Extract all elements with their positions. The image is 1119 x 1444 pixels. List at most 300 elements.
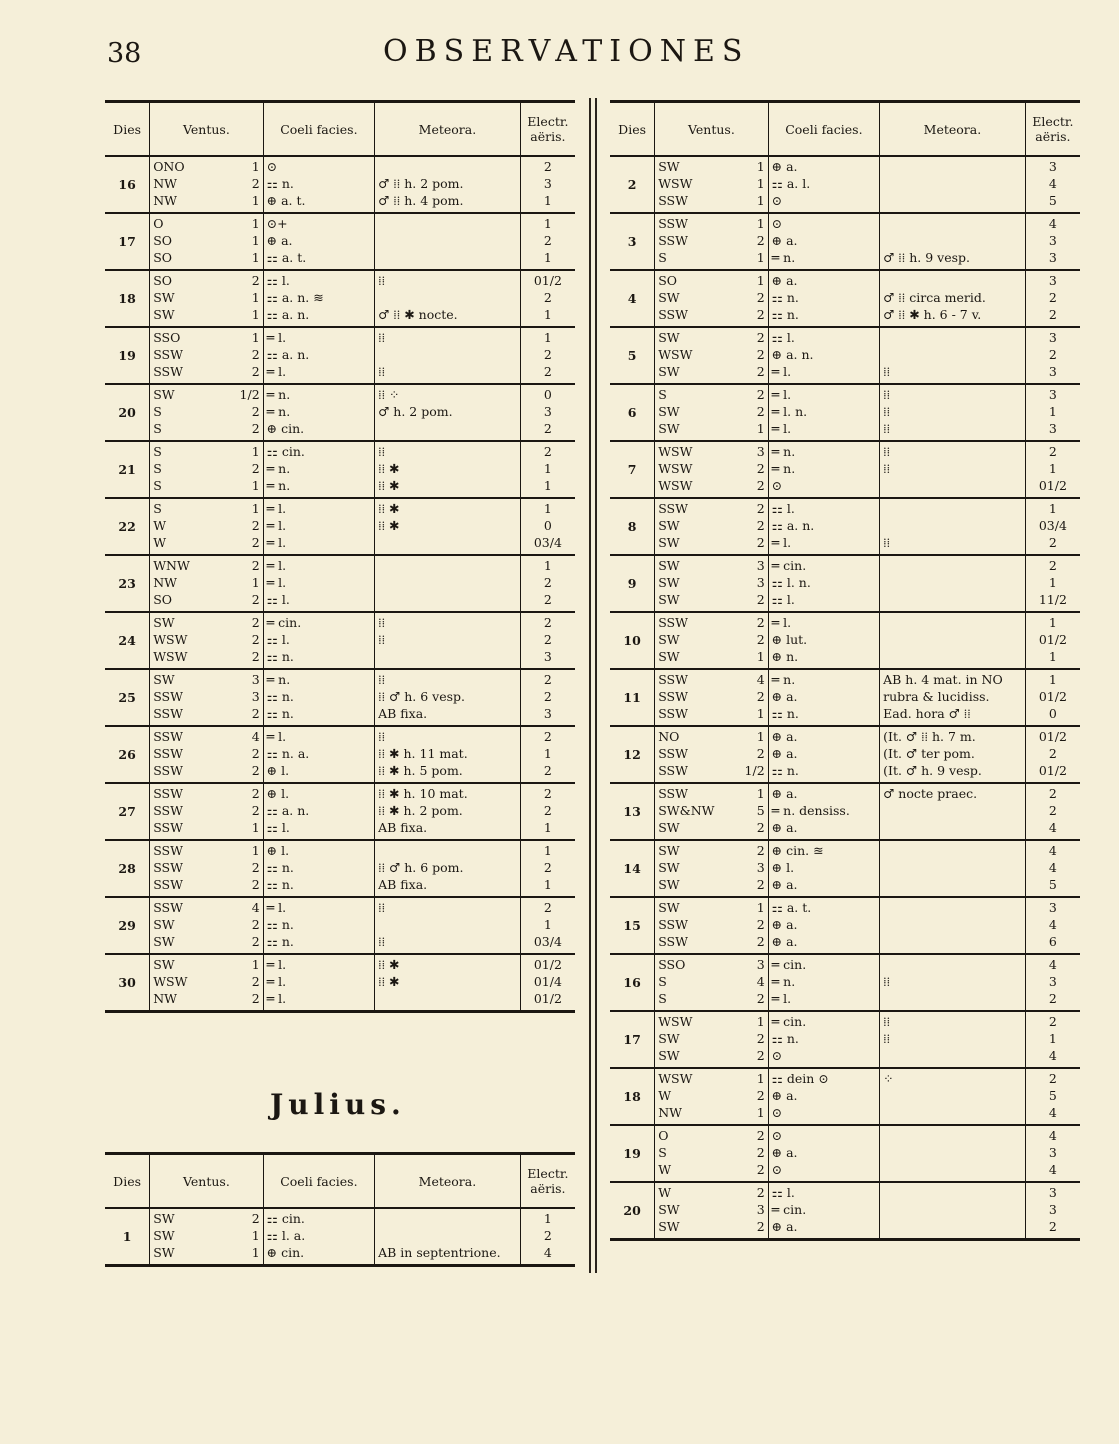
wind-entry bbox=[153, 158, 259, 175]
electricity-cell bbox=[520, 669, 575, 726]
wind-direction: SW bbox=[658, 558, 680, 573]
sky-entry: ⚏ l. bbox=[266, 273, 290, 288]
electricity-cell bbox=[1025, 213, 1080, 270]
electricity-entry: 3 bbox=[543, 176, 552, 191]
wind-direction: WSW bbox=[153, 632, 188, 647]
electricity-entry: 2 bbox=[1048, 535, 1057, 550]
electricity-cell bbox=[1025, 669, 1080, 726]
electricity-entry: 3 bbox=[1048, 330, 1057, 345]
wind-force: 2 bbox=[251, 746, 260, 761]
electricity-entry: 2 bbox=[543, 763, 552, 778]
day-row bbox=[610, 213, 1080, 270]
wind-force: 1 bbox=[251, 290, 260, 305]
sky-entry: ═ l. bbox=[771, 364, 792, 379]
electricity-entry: 03/4 bbox=[533, 934, 562, 949]
wind-cell bbox=[655, 897, 768, 954]
wind-cell bbox=[655, 726, 768, 783]
meteora-entry: ⁞⁞ ✱ bbox=[378, 518, 400, 533]
electricity-entry: 3 bbox=[543, 404, 552, 419]
sky-entry: ⊙ bbox=[771, 1105, 783, 1120]
wind-force: 4 bbox=[251, 729, 260, 744]
meteora-entry bbox=[883, 1218, 1022, 1235]
sky-entry: ═ cin. bbox=[771, 957, 807, 972]
sky-entry: ⊙ bbox=[771, 216, 783, 231]
electricity-cell bbox=[1025, 327, 1080, 384]
wind-direction: SSW bbox=[153, 689, 183, 704]
wind-entry bbox=[153, 232, 259, 249]
wind-entry bbox=[153, 192, 259, 209]
wind-entry bbox=[658, 728, 764, 745]
wind-entry bbox=[153, 420, 259, 437]
wind-entry bbox=[658, 557, 764, 574]
sky-entry: ⊙+ bbox=[266, 216, 288, 231]
sky-entry: ⊕ a. bbox=[266, 233, 293, 248]
wind-direction: SSW bbox=[658, 934, 688, 949]
meteora-entry bbox=[883, 1201, 1022, 1218]
wind-entry bbox=[153, 249, 259, 266]
wind-direction: WNW bbox=[153, 558, 190, 573]
electricity-entry: 2 bbox=[543, 860, 552, 875]
electricity-entry: 3 bbox=[1048, 421, 1057, 436]
electricity-cell bbox=[1025, 1068, 1080, 1125]
sky-entry: ⊕ cin. bbox=[266, 1245, 305, 1260]
meteora-cell bbox=[880, 954, 1026, 1011]
electricity-entry: 1 bbox=[1048, 1031, 1057, 1046]
sky-cell bbox=[263, 156, 374, 213]
electricity-cell bbox=[520, 726, 575, 783]
sky-entry: ⊕ a. bbox=[771, 917, 798, 932]
sky-cell bbox=[768, 213, 879, 270]
meteora-entry bbox=[378, 289, 517, 306]
wind-force: 2 bbox=[756, 330, 765, 345]
sky-cell bbox=[768, 555, 879, 612]
wind-entry bbox=[153, 386, 259, 403]
wind-direction: WSW bbox=[153, 974, 188, 989]
wind-force: 1 bbox=[756, 250, 765, 265]
sky-entry: ═ l. bbox=[266, 558, 287, 573]
sky-entry: ⊕ cin. bbox=[266, 421, 305, 436]
wind-force: 4 bbox=[251, 900, 260, 915]
meteora-entry bbox=[883, 1184, 1022, 1201]
wind-force: 1/2 bbox=[744, 763, 765, 778]
day-number: 3 bbox=[610, 213, 655, 270]
electricity-cell bbox=[520, 840, 575, 897]
wind-entry bbox=[658, 745, 764, 762]
day-number: 30 bbox=[105, 954, 150, 1012]
meteora-cell bbox=[880, 327, 1026, 384]
sky-entry: ⚏ a. n. ≋ bbox=[266, 290, 324, 305]
electricity-entry: 3 bbox=[1048, 159, 1057, 174]
wind-cell bbox=[655, 270, 768, 327]
wind-direction: SSW bbox=[153, 746, 183, 761]
sky-entry: ═ cin. bbox=[771, 1202, 807, 1217]
wind-direction: SSO bbox=[658, 957, 686, 972]
electricity-entry: 1 bbox=[1048, 649, 1057, 664]
wind-force: 2 bbox=[756, 290, 765, 305]
sky-entry: ⚏ l. bbox=[771, 1185, 795, 1200]
sky-entry: ═ n. bbox=[771, 461, 796, 476]
electricity-entry: 1 bbox=[543, 501, 552, 516]
wind-entry bbox=[153, 517, 259, 534]
meteora-entry: ⁘ bbox=[883, 1071, 894, 1086]
meteora-cell bbox=[880, 669, 1026, 726]
electricity-entry: 2 bbox=[1048, 444, 1057, 459]
wind-entry bbox=[658, 574, 764, 591]
wind-cell bbox=[150, 726, 263, 783]
meteora-entry: ⁞⁞ bbox=[378, 364, 386, 379]
sky-entry: ⚏ l. a. bbox=[266, 1228, 306, 1243]
meteora-cell bbox=[375, 384, 521, 441]
day-number: 17 bbox=[610, 1011, 655, 1068]
wind-entry bbox=[658, 1201, 764, 1218]
sky-entry: ⊕ a. bbox=[771, 729, 798, 744]
day-row bbox=[610, 555, 1080, 612]
electricity-entry: 2 bbox=[1048, 1071, 1057, 1086]
wind-entry bbox=[153, 477, 259, 494]
meteora-entry: ♂ h. 2 pom. bbox=[378, 404, 453, 419]
wind-force: 2 bbox=[756, 461, 765, 476]
wind-force: 2 bbox=[756, 307, 765, 322]
wind-entry bbox=[658, 973, 764, 990]
wind-force: 2 bbox=[756, 1088, 765, 1103]
sky-entry: ═ l. bbox=[266, 974, 287, 989]
page-title: OBSERVATIONES bbox=[383, 34, 750, 69]
sky-entry: ═ l. n. bbox=[771, 404, 808, 419]
wind-direction: S bbox=[153, 501, 162, 516]
wind-force: 2 bbox=[756, 632, 765, 647]
wind-direction: SSW bbox=[153, 803, 183, 818]
meteora-entry bbox=[883, 591, 1022, 608]
electricity-entry: 01/2 bbox=[1038, 729, 1067, 744]
wind-direction: S bbox=[658, 1145, 667, 1160]
electricity-entry: 1 bbox=[543, 216, 552, 231]
wind-entry bbox=[153, 346, 259, 363]
day-row bbox=[105, 327, 575, 384]
month-heading: Julius. bbox=[270, 1088, 406, 1121]
meteora-cell bbox=[375, 783, 521, 840]
sky-entry: ⚏ n. a. bbox=[266, 746, 310, 761]
wind-entry bbox=[153, 973, 259, 990]
wind-entry bbox=[658, 876, 764, 893]
wind-entry bbox=[658, 215, 764, 232]
wind-force: 3 bbox=[756, 575, 765, 590]
sky-entry: ⊕ n. bbox=[771, 649, 799, 664]
electricity-entry: 3 bbox=[543, 649, 552, 664]
wind-entry bbox=[153, 534, 259, 551]
wind-direction: SW bbox=[153, 1211, 175, 1226]
electricity-entry: 1 bbox=[543, 250, 552, 265]
wind-direction: SW bbox=[658, 1048, 680, 1063]
header-electr: Electr. aëris. bbox=[520, 1154, 575, 1209]
wind-entry bbox=[658, 762, 764, 779]
sky-entry: ═ n. bbox=[771, 250, 796, 265]
sky-cell bbox=[263, 270, 374, 327]
day-row bbox=[610, 726, 1080, 783]
wind-direction: NO bbox=[658, 729, 680, 744]
meteora-entry: ⁞⁞ ✱ bbox=[378, 974, 400, 989]
day-number: 8 bbox=[610, 498, 655, 555]
electricity-entry: 1 bbox=[1048, 615, 1057, 630]
electricity-cell bbox=[520, 270, 575, 327]
meteora-entry bbox=[883, 175, 1022, 192]
wind-entry bbox=[658, 933, 764, 950]
meteora-entry: ⁞⁞ bbox=[378, 615, 386, 630]
sky-entry: ═ n. bbox=[266, 672, 291, 687]
wind-force: 1 bbox=[251, 501, 260, 516]
meteora-entry bbox=[883, 329, 1022, 346]
wind-entry bbox=[153, 363, 259, 380]
electricity-entry: 01/2 bbox=[1038, 632, 1067, 647]
meteora-entry bbox=[378, 420, 517, 437]
day-row bbox=[610, 1068, 1080, 1125]
electricity-entry: 1 bbox=[543, 1211, 552, 1226]
wind-entry bbox=[658, 859, 764, 876]
wind-direction: SW bbox=[658, 518, 680, 533]
meteora-entry: ⁞⁞ ♂ h. 6 pom. bbox=[378, 860, 464, 875]
wind-direction: SW bbox=[153, 934, 175, 949]
meteora-entry bbox=[883, 956, 1022, 973]
meteora-cell bbox=[375, 897, 521, 954]
sky-entry: ⚏ n. bbox=[266, 649, 294, 664]
meteora-entry bbox=[883, 990, 1022, 1007]
day-row bbox=[610, 612, 1080, 669]
sky-entry: ⚏ dein ⊙ bbox=[771, 1071, 829, 1086]
wind-direction: SW bbox=[153, 917, 175, 932]
wind-direction: SW bbox=[658, 632, 680, 647]
wind-direction: NW bbox=[153, 575, 177, 590]
wind-direction: S bbox=[153, 444, 162, 459]
meteora-entry bbox=[378, 574, 517, 591]
sky-entry: ⚏ a. t. bbox=[771, 900, 812, 915]
electricity-entry: 2 bbox=[543, 290, 552, 305]
sky-entry: ⊙ bbox=[771, 478, 783, 493]
electricity-entry: 01/2 bbox=[533, 991, 562, 1006]
wind-entry bbox=[658, 990, 764, 1007]
day-number: 5 bbox=[610, 327, 655, 384]
sky-entry: ⊕ l. bbox=[266, 763, 290, 778]
wind-entry bbox=[658, 1144, 764, 1161]
sky-entry: ═ l. bbox=[771, 535, 792, 550]
electricity-entry: 2 bbox=[543, 672, 552, 687]
header-meteora: Meteora. bbox=[375, 1154, 521, 1209]
wind-direction: S bbox=[153, 478, 162, 493]
wind-force: 2 bbox=[251, 786, 260, 801]
meteora-cell bbox=[375, 954, 521, 1012]
electricity-entry: 3 bbox=[1048, 900, 1057, 915]
wind-cell bbox=[655, 840, 768, 897]
sky-cell bbox=[768, 441, 879, 498]
meteora-cell bbox=[880, 1068, 1026, 1125]
meteora-entry: (It. ♂ ⁞⁞ h. 7 m. bbox=[883, 729, 976, 744]
electricity-cell bbox=[520, 897, 575, 954]
meteora-entry: ⁞⁞ bbox=[378, 330, 386, 345]
wind-entry bbox=[658, 175, 764, 192]
wind-direction: W bbox=[658, 1162, 672, 1177]
wind-entry bbox=[658, 534, 764, 551]
wind-entry bbox=[658, 1184, 764, 1201]
meteora-entry bbox=[883, 500, 1022, 517]
wind-direction: WSW bbox=[658, 444, 693, 459]
wind-entry bbox=[153, 614, 259, 631]
wind-cell bbox=[150, 669, 263, 726]
electricity-entry: 01/2 bbox=[1038, 689, 1067, 704]
sky-entry: ⚏ n. bbox=[266, 689, 294, 704]
meteora-cell bbox=[880, 897, 1026, 954]
sky-cell bbox=[263, 612, 374, 669]
wind-entry bbox=[153, 215, 259, 232]
header-dies: Dies bbox=[610, 102, 655, 157]
sky-entry: ⚏ a. n. bbox=[266, 803, 310, 818]
observation-table-julius bbox=[105, 1152, 575, 1267]
electricity-cell bbox=[520, 1208, 575, 1266]
wind-force: 2 bbox=[756, 501, 765, 516]
electricity-cell bbox=[1025, 270, 1080, 327]
julius-observation-table bbox=[105, 1152, 575, 1267]
wind-force: 2 bbox=[251, 877, 260, 892]
wind-direction: SSW bbox=[153, 706, 183, 721]
day-row bbox=[105, 840, 575, 897]
wind-entry bbox=[658, 956, 764, 973]
wind-entry bbox=[658, 1161, 764, 1178]
electricity-cell bbox=[520, 384, 575, 441]
right-observation-table bbox=[610, 100, 1080, 1241]
meteora-entry bbox=[883, 648, 1022, 665]
electricity-entry: 3 bbox=[1048, 364, 1057, 379]
wind-force: 2 bbox=[251, 347, 260, 362]
wind-entry bbox=[153, 329, 259, 346]
electricity-entry: 1 bbox=[543, 193, 552, 208]
electricity-entry: 11/2 bbox=[1038, 592, 1067, 607]
sky-entry: ⊙ bbox=[771, 1048, 783, 1063]
wind-direction: SSW bbox=[153, 786, 183, 801]
electricity-entry: 3 bbox=[1048, 974, 1057, 989]
sky-entry: ⊕ a. bbox=[771, 1088, 798, 1103]
wind-force: 1 bbox=[756, 900, 765, 915]
wind-entry bbox=[658, 477, 764, 494]
wind-force: 2 bbox=[756, 592, 765, 607]
wind-force: 2 bbox=[756, 991, 765, 1006]
wind-force: 1 bbox=[251, 216, 260, 231]
wind-entry bbox=[153, 933, 259, 950]
header-electr: Electr. aëris. bbox=[1025, 102, 1080, 157]
electricity-entry: 2 bbox=[1048, 1219, 1057, 1234]
meteora-entry: ⁞⁞ bbox=[883, 404, 891, 419]
electricity-entry: 5 bbox=[1048, 1088, 1057, 1103]
wind-force: 1 bbox=[756, 193, 765, 208]
electricity-entry: 2 bbox=[1048, 1014, 1057, 1029]
electricity-entry: 2 bbox=[1048, 307, 1057, 322]
sky-cell bbox=[263, 213, 374, 270]
wind-entry bbox=[658, 346, 764, 363]
wind-direction: SW bbox=[658, 421, 680, 436]
sky-cell bbox=[263, 555, 374, 612]
electricity-entry: 2 bbox=[1048, 786, 1057, 801]
sky-entry: ═ n. bbox=[771, 974, 796, 989]
electricity-entry: 01/2 bbox=[1038, 478, 1067, 493]
wind-direction: SO bbox=[153, 273, 172, 288]
day-row bbox=[610, 954, 1080, 1011]
sky-entry: ⊕ a. bbox=[771, 1219, 798, 1234]
sky-entry: ⊕ a. bbox=[771, 786, 798, 801]
wind-direction: SW bbox=[153, 1245, 175, 1260]
sky-entry: ═ n. bbox=[771, 672, 796, 687]
wind-direction: W bbox=[658, 1088, 672, 1103]
meteora-cell bbox=[375, 498, 521, 555]
meteora-cell bbox=[375, 840, 521, 897]
wind-direction: SSW bbox=[153, 763, 183, 778]
wind-direction: W bbox=[153, 535, 167, 550]
observation-table-right bbox=[610, 100, 1080, 1241]
sky-entry: ═ n. bbox=[771, 444, 796, 459]
sky-entry: ⚏ l. bbox=[266, 632, 290, 647]
sky-entry: ═ l. bbox=[266, 330, 287, 345]
wind-cell bbox=[655, 1182, 768, 1240]
meteora-cell bbox=[375, 669, 521, 726]
wind-entry bbox=[658, 272, 764, 289]
wind-force: 2 bbox=[251, 649, 260, 664]
wind-direction: SW bbox=[658, 900, 680, 915]
sky-cell bbox=[768, 1182, 879, 1240]
wind-direction: SW bbox=[658, 1202, 680, 1217]
meteora-entry: ⁞⁞ ✱ h. 2 pom. bbox=[378, 803, 463, 818]
wind-force: 2 bbox=[251, 176, 260, 191]
meteora-entry: AB fixa. bbox=[378, 820, 428, 835]
sky-cell bbox=[263, 1208, 374, 1266]
day-row bbox=[610, 1011, 1080, 1068]
sky-entry: ═ l. bbox=[771, 421, 792, 436]
wind-cell bbox=[655, 1125, 768, 1182]
electricity-entry: 5 bbox=[1048, 877, 1057, 892]
wind-direction: SSW bbox=[153, 820, 183, 835]
wind-cell bbox=[655, 669, 768, 726]
electricity-cell bbox=[1025, 897, 1080, 954]
wind-entry bbox=[658, 785, 764, 802]
wind-force: 2 bbox=[251, 404, 260, 419]
meteora-entry bbox=[378, 990, 517, 1007]
wind-direction: SSW bbox=[153, 843, 183, 858]
wind-direction: WSW bbox=[658, 176, 693, 191]
meteora-entry: ♂ ⁞⁞ ✱ nocte. bbox=[378, 307, 458, 322]
meteora-entry: ⁞⁞ bbox=[378, 444, 386, 459]
wind-direction: S bbox=[658, 250, 667, 265]
electricity-entry: 2 bbox=[543, 900, 552, 915]
wind-force: 2 bbox=[756, 934, 765, 949]
electricity-entry: 1 bbox=[543, 558, 552, 573]
meteora-entry: ⁞⁞ ✱ h. 10 mat. bbox=[378, 786, 468, 801]
wind-force: 1 bbox=[756, 649, 765, 664]
meteora-entry bbox=[883, 631, 1022, 648]
electricity-entry: 2 bbox=[543, 803, 552, 818]
wind-entry bbox=[153, 272, 259, 289]
electricity-cell bbox=[520, 498, 575, 555]
wind-direction: SW bbox=[153, 290, 175, 305]
electricity-cell bbox=[520, 156, 575, 213]
day-row bbox=[610, 156, 1080, 213]
electricity-cell bbox=[1025, 726, 1080, 783]
sky-entry: ═ cin. bbox=[266, 615, 302, 630]
sky-entry: ⊕ a. bbox=[771, 159, 798, 174]
wind-force: 1 bbox=[251, 330, 260, 345]
sky-cell bbox=[768, 954, 879, 1011]
meteora-cell bbox=[880, 555, 1026, 612]
day-number: 20 bbox=[610, 1182, 655, 1240]
meteora-entry: ⁞⁞ bbox=[378, 273, 386, 288]
electricity-cell bbox=[1025, 384, 1080, 441]
electricity-entry: 3 bbox=[1048, 1185, 1057, 1200]
electricity-cell bbox=[520, 612, 575, 669]
wind-entry bbox=[658, 1104, 764, 1121]
wind-direction: SSW bbox=[658, 307, 688, 322]
